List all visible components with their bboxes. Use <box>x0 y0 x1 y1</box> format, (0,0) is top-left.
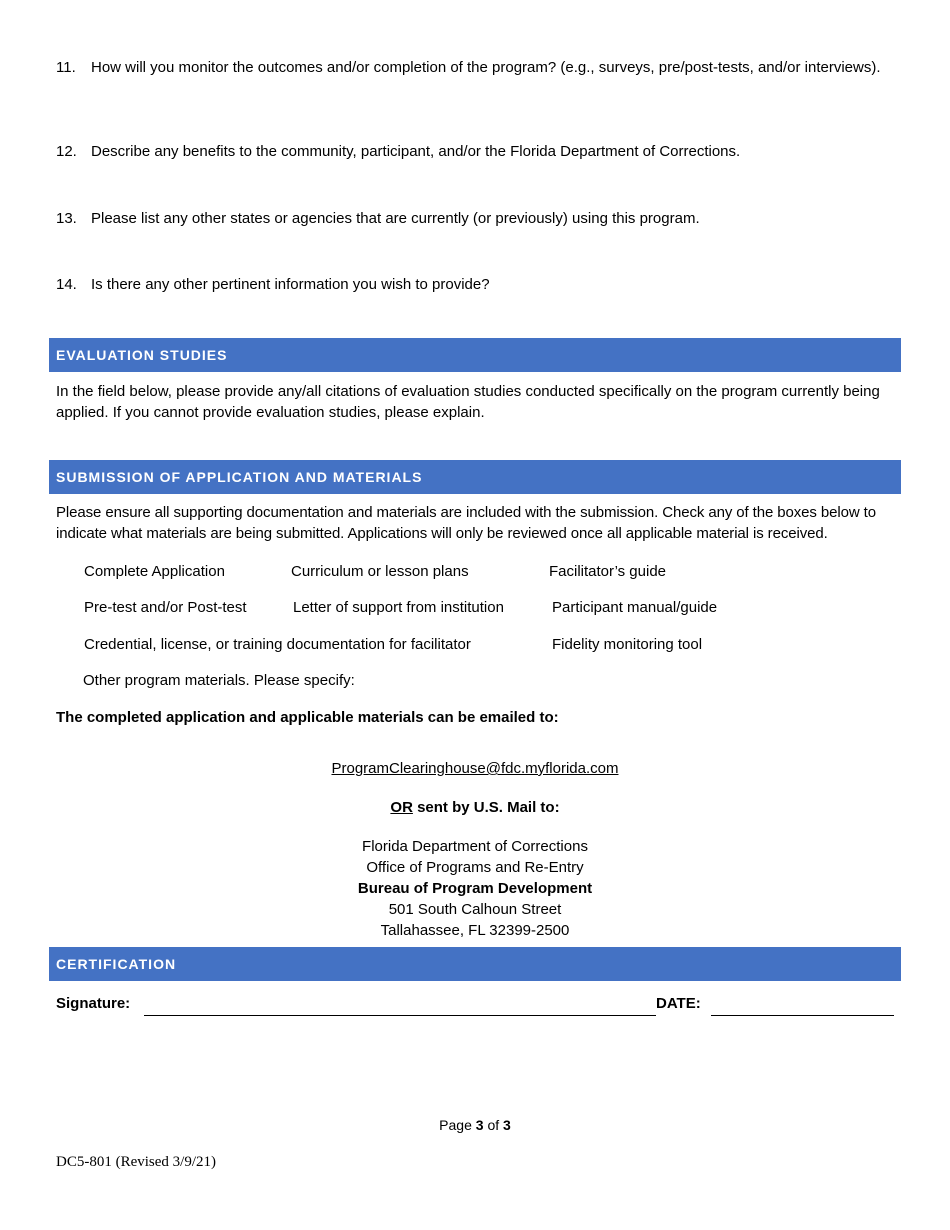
mail-intro-text: sent by U.S. Mail to: <box>412 799 560 816</box>
certification-heading: CERTIFICATION <box>49 947 901 981</box>
checkbox-participant-manual[interactable]: Participant manual/guide <box>552 599 718 616</box>
evaluation-studies-text: In the field below, please provide any/all citations of evaluation studies conducted specifically on the program currently being applied. If you cannot provide evaluation studies, please explain. <box>56 383 880 421</box>
date-label: DATE: <box>656 995 701 1012</box>
checkbox-credential[interactable]: Credential, license, or training documentation for facilitator <box>84 636 471 653</box>
question-number: 12. <box>56 143 77 160</box>
question-number: 11. <box>56 59 76 76</box>
checkbox-other-materials[interactable]: Other program materials. Please specify: <box>83 672 355 689</box>
checkbox-complete-application[interactable]: Complete Application <box>84 563 225 580</box>
question-text: How will you monitor the outcomes and/or completion of the program? (e.g., surveys, pre/post-tests, and/or interviews). <box>91 59 881 76</box>
page-of: of <box>483 1117 504 1133</box>
signature-field[interactable] <box>144 1015 656 1016</box>
address-line-1: Florida Department of Corrections <box>362 838 588 855</box>
page-current: 3 <box>475 1117 484 1133</box>
submission-heading: SUBMISSION OF APPLICATION AND MATERIALS <box>49 460 901 494</box>
checkbox-pre-post-test[interactable]: Pre-test and/or Post-test <box>84 599 247 616</box>
email-link[interactable]: ProgramClearinghouse@fdc.myflorida.com <box>331 760 619 777</box>
checkbox-fidelity-tool[interactable]: Fidelity monitoring tool <box>552 636 703 653</box>
page-number <box>0 1115 950 1136</box>
address-line-3: Bureau of Program Development <box>357 880 593 897</box>
checkbox-facilitators-guide[interactable]: Facilitator’s guide <box>549 563 667 580</box>
question-14 <box>56 274 896 295</box>
date-field[interactable] <box>711 1015 894 1016</box>
question-11 <box>56 57 896 78</box>
question-number: 13. <box>56 210 77 227</box>
email-intro: The completed application and applicable materials can be emailed to: <box>56 709 559 726</box>
checkbox-letter-of-support[interactable]: Letter of support from institution <box>293 599 504 616</box>
question-13 <box>56 208 896 229</box>
page-prefix: Page <box>439 1117 476 1133</box>
page-total: 3 <box>503 1117 511 1133</box>
mail-intro <box>0 797 950 818</box>
question-text: Please list any other states or agencies that are currently (or previously) using this program. <box>91 210 700 227</box>
signature-label: Signature: <box>56 995 131 1012</box>
address-line-5: Tallahassee, FL 32399-2500 <box>380 922 570 939</box>
evaluation-studies-heading: EVALUATION STUDIES <box>49 338 901 372</box>
address-line-4: 501 South Calhoun Street <box>388 901 562 918</box>
question-text: Is there any other pertinent information you wish to provide? <box>91 276 490 293</box>
email-line <box>0 758 950 779</box>
address-line-2: Office of Programs and Re-Entry <box>366 859 584 876</box>
form-id: DC5-801 (Revised 3/9/21) <box>56 1154 216 1170</box>
submission-text: Please ensure all supporting documentation and materials are included with the submission. Check any of the boxes below to indicate what materials are being submitted. Applications will only be reviewed once all applicable material is received. <box>56 504 876 542</box>
checkbox-curriculum[interactable]: Curriculum or lesson plans <box>291 563 469 580</box>
question-12 <box>56 141 896 162</box>
or-word: OR <box>390 799 413 816</box>
question-text: Describe any benefits to the community, participant, and/or the Florida Department of Corrections. <box>91 143 741 160</box>
question-number: 14. <box>56 276 77 293</box>
